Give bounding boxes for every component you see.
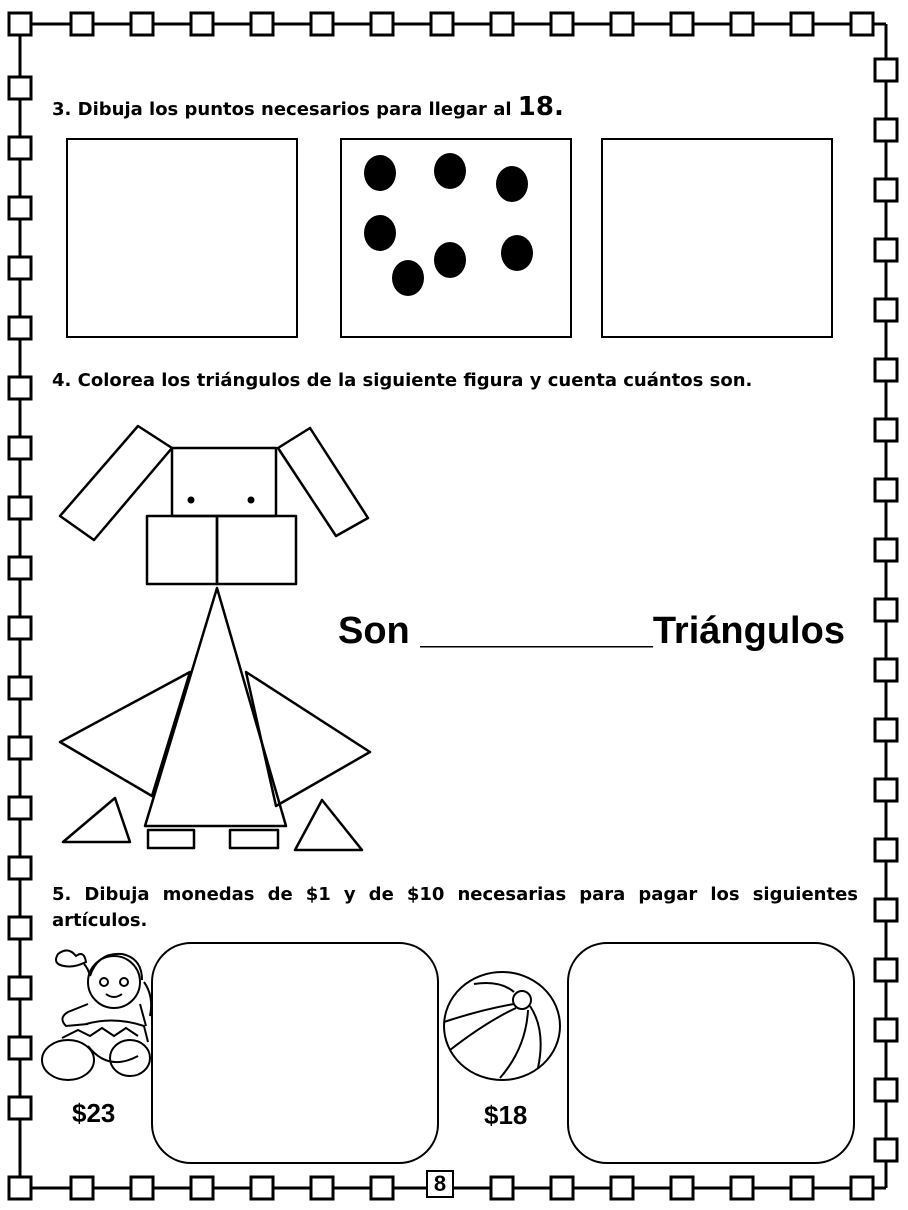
question-3-text: 3. Dibuja los puntos necesarios para llegar al [52, 99, 518, 120]
coin-box-ball[interactable] [567, 942, 855, 1164]
answer-blank[interactable]: ___________ [420, 610, 653, 652]
answer-prefix: Son [338, 610, 421, 652]
left-side-triangle [60, 672, 190, 796]
left-leg-rectangle [148, 830, 194, 848]
answer-line [338, 610, 845, 653]
question-5: 5. Dibuja monedas de $1 y de $10 necesarias para pagar los siguientes artículos. [52, 884, 858, 931]
right-eye [248, 497, 255, 504]
ball-price: $18 [484, 1100, 528, 1130]
left-foot-triangle [63, 798, 130, 842]
left-eye [188, 497, 195, 504]
body-big-triangle [145, 588, 286, 826]
question-3-period: . [553, 92, 564, 122]
right-foot-triangle [295, 800, 362, 850]
left-ear-rectangle [60, 426, 172, 540]
head-square [172, 448, 276, 516]
right-leg-rectangle [230, 830, 278, 848]
ball-icon [440, 970, 564, 1082]
question-4: 4. Colorea los triángulos de la siguiente figura y cuenta cuántos son. [52, 370, 753, 391]
coin-box-doll[interactable] [151, 942, 439, 1164]
snout-left-square [147, 516, 217, 584]
right-ear-rectangle [278, 428, 368, 536]
page-number: 8 [426, 1170, 454, 1198]
snout-right-square [217, 516, 296, 584]
doll-icon [38, 946, 158, 1086]
question-3-number: 18 [517, 92, 554, 122]
answer-suffix: Triángulos [652, 610, 845, 652]
doll-price: $23 [72, 1098, 116, 1128]
right-side-triangle [246, 672, 370, 806]
